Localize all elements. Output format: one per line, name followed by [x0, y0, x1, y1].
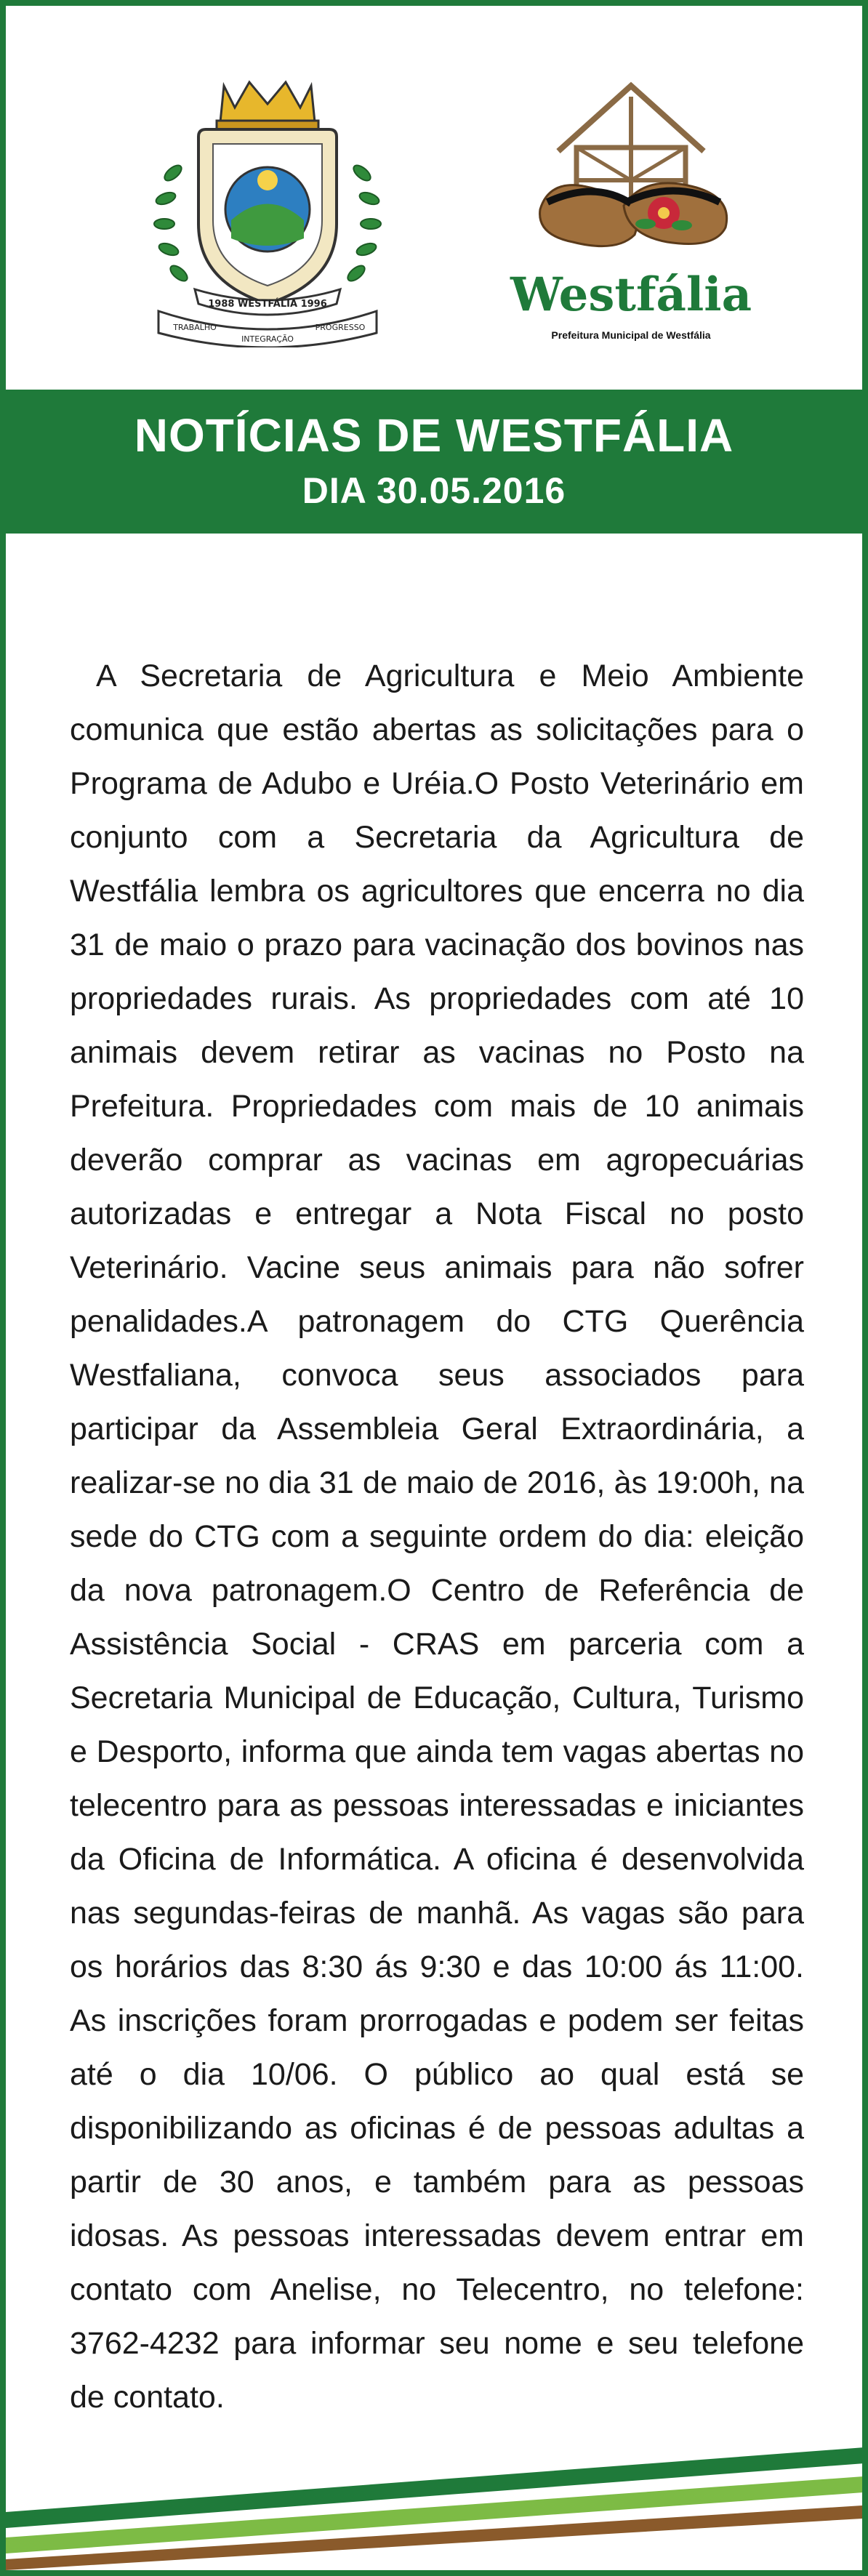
title-banner [6, 390, 862, 534]
banner-date: DIA 30.05.2016 [302, 470, 566, 511]
municipal-logo [507, 71, 755, 340]
crest-ribbon-center: INTEGRAÇÃO [241, 334, 294, 344]
crest-ribbon-right: PROGRESSO [315, 323, 366, 332]
logo-brand-name: Westfália [510, 267, 752, 322]
article-text: A Secretaria de Agricultura e Meio Ambiente comunica que estão abertas as solicitações para o Programa de Adubo e Uréia.O Posto Veterinário em conjunto com a Secretaria da Agricultura de Westfália lembra os agricultores que encerra no dia 31 de maio o prazo para vacinação dos bovinos nas propriedades rurais. As propriedades com até 10 animais devem retirar as vacinas no Posto na Prefeitura. Propriedades com mais de 10 animais deverão comprar as vacinas em agropecuárias autorizadas e entregar a Nota Fiscal no posto Veterinário. Vacine seus animais para não sofrer penalidades.A patronagem do CTG Querência Westfaliana, convoca seus associados para participar da Assembleia Geral Extraordinária, a realizar-se no dia 31 de maio de 2016, às 19:00h, na sede do CTG com a seguinte ordem do dia: eleição da nova patronagem.O Centro de Referência de Assistência Social - CRAS em parceria com a Secretaria Municipal de Educação, Cultura, Turismo e Desporto, informa que ainda tem vagas abertas no telecentro para as pessoas interessadas e iniciantes da Oficina de Informática. A oficina é desenvolvida nas segundas-feiras de manhã. As vagas são para os horários das 8:30 ás 9:30 e das 10:00 ás 11:00. As inscrições foram prorrogadas e podem ser feitas até o dia 10/06. O público ao qual está se disponibilizando as oficinas é de pessoas adultas a partir de 30 anos, e também para as pessoas idosas. As pessoas interessadas devem entrar em contato com Anelise, no Telecentro, no telefone: 3762-4232 para informar seu nome e seu telefone de contato. [70, 659, 804, 2415]
crest-ribbon-left: TRABALHO [173, 323, 217, 332]
timber-house-clog-icon [507, 71, 755, 260]
coat-of-arms-emblem [144, 71, 391, 347]
footer-stripes [6, 2403, 868, 2570]
banner-title: NOTÍCIAS DE WESTFÁLIA [134, 409, 734, 462]
header-logos [6, 6, 862, 391]
crest-scroll-text: 1988 WESTFÁLIA 1996 [208, 299, 327, 310]
logo-subtitle: Prefeitura Municipal de Westfália [551, 329, 711, 341]
